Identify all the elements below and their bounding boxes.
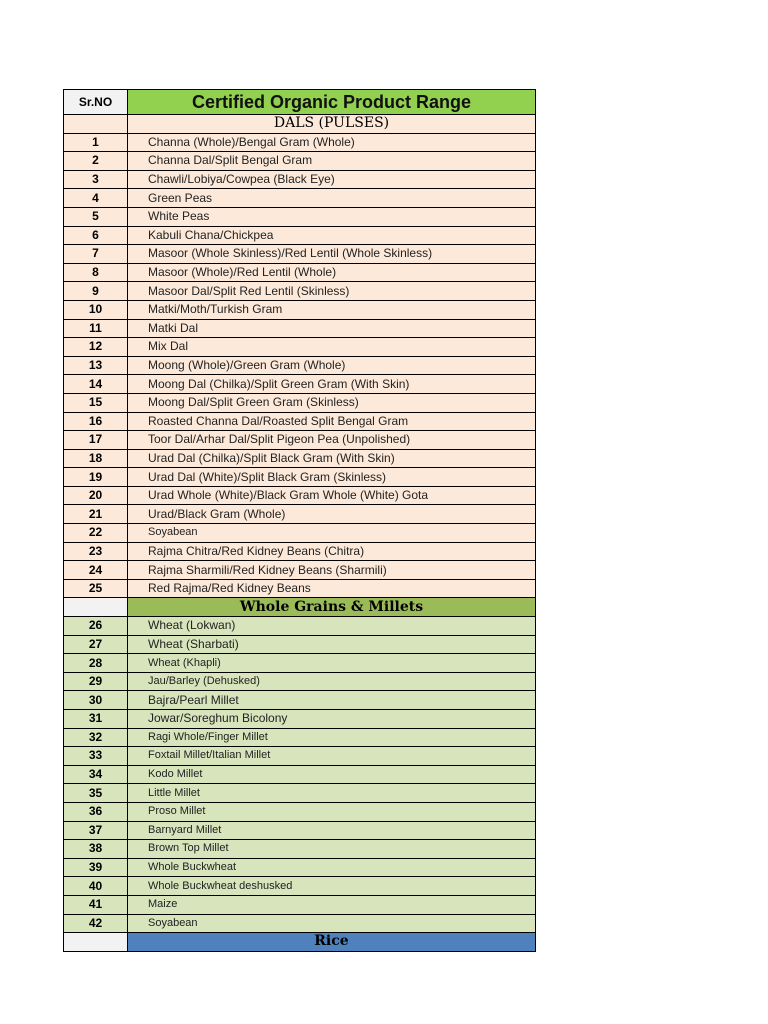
serial-number: 26 [64,617,128,636]
serial-number: 21 [64,505,128,524]
table-row [64,189,536,208]
serial-number: 12 [64,338,128,357]
section-header-row [64,115,536,134]
table-row [64,170,536,189]
product-name: Channa (Whole)/Bengal Gram (Whole) [128,133,536,152]
table-row [64,263,536,282]
product-name: Moong Dal/Split Green Gram (Skinless) [128,393,536,412]
table-row [64,654,536,673]
serial-number: 25 [64,579,128,598]
table-row [64,747,536,766]
table-row [64,877,536,896]
product-name: Masoor (Whole)/Red Lentil (Whole) [128,263,536,282]
table-row [64,226,536,245]
serial-number: 28 [64,654,128,673]
section-blank-cell [64,598,128,617]
table-row [64,393,536,412]
product-name: Moong Dal (Chilka)/Split Green Gram (With Skin) [128,375,536,394]
table-row [64,245,536,264]
table-row [64,765,536,784]
product-name: Matki Dal [128,319,536,338]
table-row [64,784,536,803]
product-name: Masoor Dal/Split Red Lentil (Skinless) [128,282,536,301]
table-row [64,710,536,729]
section-title: Rice [128,933,536,952]
table-row [64,635,536,654]
table-row [64,412,536,431]
serial-number: 16 [64,412,128,431]
product-name: Soyabean [128,914,536,933]
table-row [64,133,536,152]
section-blank-cell [64,115,128,134]
serial-number: 14 [64,375,128,394]
section-title: Whole Grains & Millets [128,598,536,617]
table-row [64,840,536,859]
product-name: Kodo Millet [128,765,536,784]
product-range-table [63,89,536,952]
serial-number: 1 [64,133,128,152]
product-name: Urad Dal (Chilka)/Split Black Gram (With Skin) [128,449,536,468]
serial-number: 19 [64,468,128,487]
product-name: Jau/Barley (Dehusked) [128,672,536,691]
serial-number: 4 [64,189,128,208]
product-name: Barnyard Millet [128,821,536,840]
section-header-row [64,933,536,952]
table-row [64,319,536,338]
table-row [64,542,536,561]
table-row [64,561,536,580]
serial-number: 31 [64,710,128,729]
serial-number: 8 [64,263,128,282]
product-name: Urad Dal (White)/Split Black Gram (Skinless) [128,468,536,487]
header-row [64,90,536,115]
section-title: DALS (PULSES) [128,115,536,134]
product-name: Masoor (Whole Skinless)/Red Lentil (Whole Skinless) [128,245,536,264]
product-name: Bajra/Pearl Millet [128,691,536,710]
product-name: Whole Buckwheat deshusked [128,877,536,896]
table-row [64,486,536,505]
serial-number: 6 [64,226,128,245]
table-row [64,431,536,450]
serial-number: 7 [64,245,128,264]
table-row [64,821,536,840]
serial-number: 3 [64,170,128,189]
table-row [64,672,536,691]
serial-number: 17 [64,431,128,450]
product-name: White Peas [128,207,536,226]
product-name: Brown Top Millet [128,840,536,859]
sr-no-header: Sr.NO [64,90,128,115]
serial-number: 38 [64,840,128,859]
product-name: Little Millet [128,784,536,803]
serial-number: 5 [64,207,128,226]
product-name: Moong (Whole)/Green Gram (Whole) [128,356,536,375]
product-name: Kabuli Chana/Chickpea [128,226,536,245]
serial-number: 10 [64,300,128,319]
product-name: Whole Buckwheat [128,858,536,877]
serial-number: 23 [64,542,128,561]
serial-number: 13 [64,356,128,375]
product-name: Rajma Sharmili/Red Kidney Beans (Sharmili) [128,561,536,580]
product-name: Urad Whole (White)/Black Gram Whole (White) Gota [128,486,536,505]
serial-number: 40 [64,877,128,896]
table-row [64,691,536,710]
product-name: Wheat (Khapli) [128,654,536,673]
serial-number: 22 [64,524,128,543]
serial-number: 41 [64,895,128,914]
product-name: Jowar/Soreghum Bicolony [128,710,536,729]
product-name: Chawli/Lobiya/Cowpea (Black Eye) [128,170,536,189]
serial-number: 27 [64,635,128,654]
serial-number: 15 [64,393,128,412]
table-row [64,338,536,357]
serial-number: 30 [64,691,128,710]
serial-number: 24 [64,561,128,580]
serial-number: 42 [64,914,128,933]
table-row [64,152,536,171]
product-name: Wheat (Sharbati) [128,635,536,654]
product-name: Channa Dal/Split Bengal Gram [128,152,536,171]
serial-number: 39 [64,858,128,877]
table-row [64,617,536,636]
table-row [64,579,536,598]
table-row [64,728,536,747]
product-name: Proso Millet [128,802,536,821]
product-name: Rajma Chitra/Red Kidney Beans (Chitra) [128,542,536,561]
serial-number: 34 [64,765,128,784]
serial-number: 11 [64,319,128,338]
product-name: Toor Dal/Arhar Dal/Split Pigeon Pea (Unpolished) [128,431,536,450]
serial-number: 32 [64,728,128,747]
table-row [64,505,536,524]
table-row [64,914,536,933]
product-name: Maize [128,895,536,914]
serial-number: 33 [64,747,128,766]
table-body [64,90,536,952]
serial-number: 18 [64,449,128,468]
product-name: Soyabean [128,524,536,543]
table-row [64,524,536,543]
serial-number: 35 [64,784,128,803]
table-row [64,207,536,226]
product-name: Ragi Whole/Finger Millet [128,728,536,747]
product-name: Urad/Black Gram (Whole) [128,505,536,524]
product-name: Roasted Channa Dal/Roasted Split Bengal Gram [128,412,536,431]
table-row [64,858,536,877]
product-name: Red Rajma/Red Kidney Beans [128,579,536,598]
serial-number: 9 [64,282,128,301]
table-row [64,356,536,375]
product-name: Foxtail Millet/Italian Millet [128,747,536,766]
table-row [64,375,536,394]
serial-number: 37 [64,821,128,840]
serial-number: 2 [64,152,128,171]
product-name: Wheat (Lokwan) [128,617,536,636]
table-row [64,300,536,319]
product-name: Mix Dal [128,338,536,357]
table-row [64,282,536,301]
table-row [64,802,536,821]
table-row [64,449,536,468]
table-row [64,468,536,487]
serial-number: 20 [64,486,128,505]
section-header-row [64,598,536,617]
product-name: Green Peas [128,189,536,208]
product-name: Matki/Moth/Turkish Gram [128,300,536,319]
serial-number: 29 [64,672,128,691]
table-row [64,895,536,914]
serial-number: 36 [64,802,128,821]
page-title: Certified Organic Product Range [128,90,536,115]
section-blank-cell [64,933,128,952]
